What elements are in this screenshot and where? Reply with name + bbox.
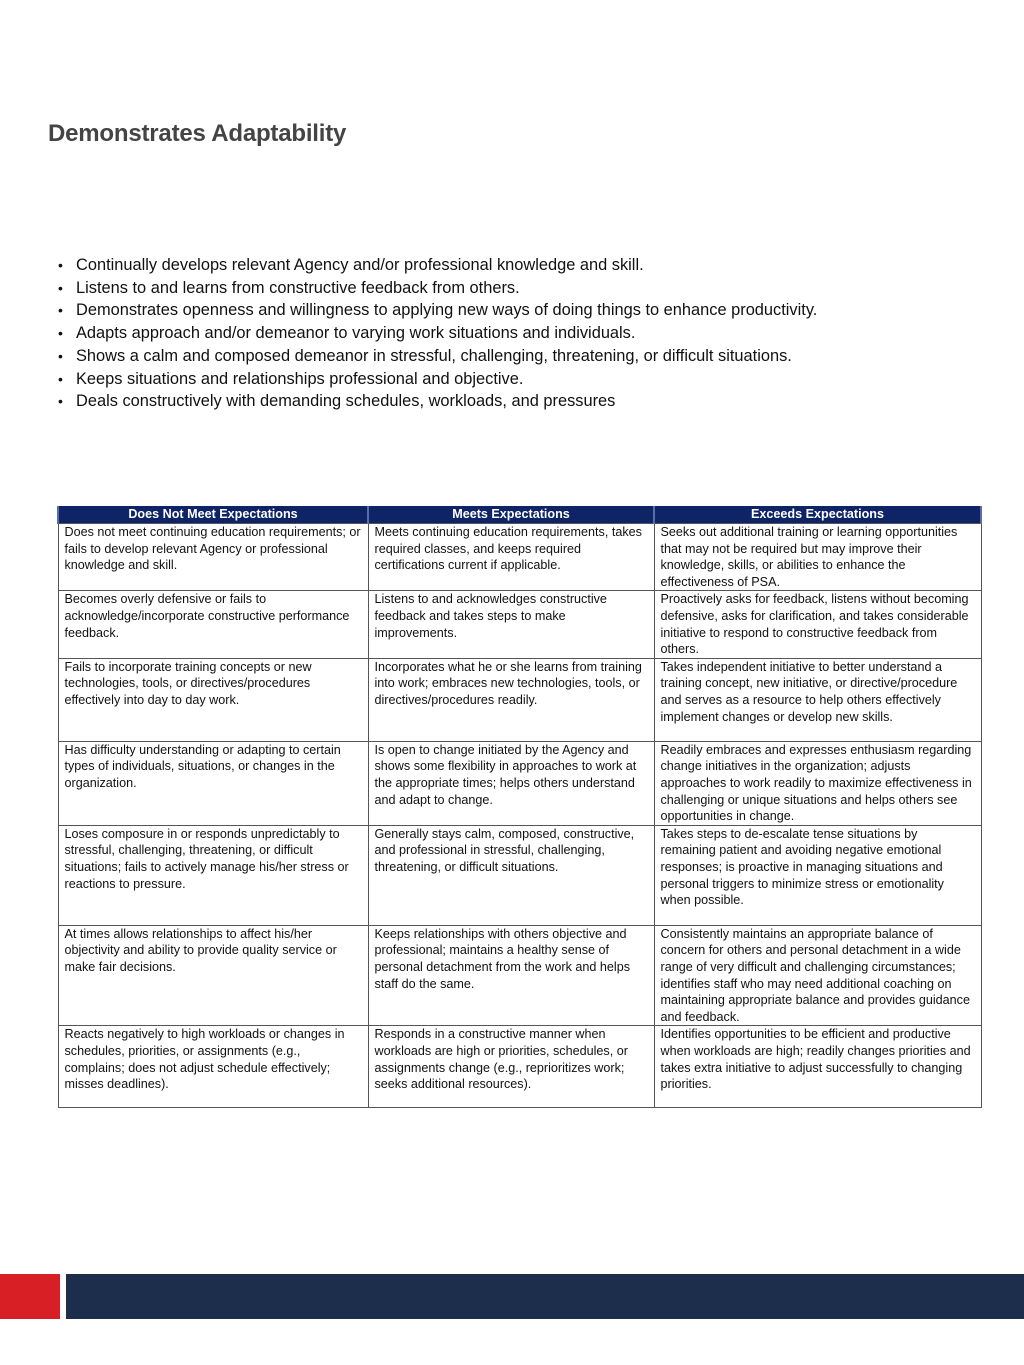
cell-exceeds: Proactively asks for feedback, listens without becoming defensive, asks for clarification, and takes considerable initiative to respond to constructive feedback from others.	[654, 591, 981, 658]
table-row	[58, 524, 981, 591]
bullet-item	[58, 254, 817, 277]
cell-meets: Listens to and acknowledges constructive feedback and takes steps to make improvements.	[368, 591, 654, 658]
bullet-text: Deals constructively with demanding schedules, workloads, and pressures	[76, 392, 616, 411]
bullet-text: Keeps situations and relationships professional and objective.	[76, 369, 524, 388]
cell-exceeds: Seeks out additional training or learning opportunities that may not be required but may improve their knowledge, skills, or abilities to enhance the effectiveness of PSA.	[654, 524, 981, 591]
bullet-item	[58, 368, 817, 391]
cell-exceeds: Readily embraces and expresses enthusiasm regarding change initiatives in the organization; adjusts approaches to work readily to maximize effectiveness in challenging or unique situations and helps others see opportunities in change.	[654, 741, 981, 825]
cell-does-not-meet: Loses composure in or responds unpredictably to stressful, challenging, threatening, or difficult situations; fails to actively manage his/her stress or reactions to pressure.	[58, 825, 368, 925]
bullet-item	[58, 299, 817, 322]
bullet-icon: •	[58, 393, 63, 410]
bullet-icon: •	[58, 347, 63, 364]
footer-navy-bar	[66, 1274, 1024, 1319]
table-row	[58, 825, 981, 925]
cell-meets: Keeps relationships with others objective and professional; maintains a healthy sense of personal detachment from the work and helps staff do the same.	[368, 925, 654, 1026]
bullet-icon: •	[58, 325, 63, 342]
bullet-icon: •	[58, 257, 63, 273]
bullet-text: Adapts approach and/or demeanor to varying work situations and individuals.	[76, 324, 636, 343]
cell-exceeds: Takes steps to de-escalate tense situations by remaining patient and avoiding negative emotional responses; is proactive in managing situations and personal triggers to minimize stress or emotionality when possible.	[654, 825, 981, 925]
competency-bullet-list	[58, 254, 817, 413]
footer-red-block	[0, 1274, 60, 1319]
table-row	[58, 591, 981, 658]
cell-does-not-meet: Fails to incorporate training concepts or new technologies, tools, or directives/procedures effectively into day to day work.	[58, 658, 368, 741]
bullet-text: Shows a calm and composed demeanor in stressful, challenging, threatening, or difficult situations.	[76, 346, 792, 365]
cell-does-not-meet: At times allows relationships to affect his/her objectivity and ability to provide quality service or make fair decisions.	[58, 925, 368, 1026]
cell-does-not-meet: Does not meet continuing education requirements; or fails to develop relevant Agency or professional knowledge and skill.	[58, 524, 368, 591]
page-title: Demonstrates Adaptability	[48, 120, 347, 147]
bullet-text: Demonstrates openness and willingness to applying new ways of doing things to enhance productivity.	[76, 301, 818, 320]
bullet-item	[58, 277, 817, 300]
bullet-item	[58, 322, 817, 345]
cell-exceeds: Consistently maintains an appropriate balance of concern for others and personal detachment in a wide range of very difficult and challenging circumstances; identifies staff who may need additional coaching on maintaining appropriate balance and provides guidance and feedback.	[654, 925, 981, 1026]
bullet-item	[58, 390, 817, 413]
header-exceeds: Exceeds Expectations	[654, 506, 981, 524]
bullet-text: Continually develops relevant Agency and/or professional knowledge and skill.	[76, 256, 644, 274]
table-header-row	[58, 506, 981, 524]
bullet-icon: •	[58, 302, 63, 319]
bullet-text: Listens to and learns from constructive feedback from others.	[76, 278, 520, 297]
cell-does-not-meet: Has difficulty understanding or adapting to certain types of individuals, situations, or changes in the organization.	[58, 741, 368, 825]
table-row	[58, 658, 981, 741]
table-row	[58, 741, 981, 825]
table-row	[58, 925, 981, 1026]
table-row	[58, 1026, 981, 1108]
bullet-icon: •	[58, 279, 63, 296]
header-does-not-meet: Does Not Meet Expectations	[58, 506, 368, 524]
cell-meets: Incorporates what he or she learns from training into work; embraces new technologies, tools, or directives/procedures readily.	[368, 658, 654, 741]
cell-exceeds: Takes independent initiative to better understand a training concept, new initiative, or directive/procedure and serves as a resource to help others effectively implement changes or develop new skills.	[654, 658, 981, 741]
cell-does-not-meet: Becomes overly defensive or fails to acknowledge/incorporate constructive performance feedback.	[58, 591, 368, 658]
cell-meets: Responds in a constructive manner when workloads are high or priorities, schedules, or assignments change (e.g., reprioritizes work; seeks additional resources).	[368, 1026, 654, 1108]
cell-meets: Meets continuing education requirements, takes required classes, and keeps required certifications current if applicable.	[368, 524, 654, 591]
cell-exceeds: Identifies opportunities to be efficient and productive when workloads are high; readily changes priorities and takes extra initiative to adjust successfully to changing priorities.	[654, 1026, 981, 1108]
cell-does-not-meet: Reacts negatively to high workloads or changes in schedules, priorities, or assignments (e.g., complains; does not adjust schedule effectively; misses deadlines).	[58, 1026, 368, 1108]
cell-meets: Is open to change initiated by the Agency and shows some flexibility in approaches to work at the appropriate times; helps others understand and adapt to change.	[368, 741, 654, 825]
cell-meets: Generally stays calm, composed, constructive, and professional in stressful, challenging, threatening, or difficult situations.	[368, 825, 654, 925]
header-meets: Meets Expectations	[368, 506, 654, 524]
expectations-rubric-table	[57, 506, 982, 1108]
bullet-icon: •	[58, 370, 63, 387]
bullet-item	[58, 345, 817, 368]
